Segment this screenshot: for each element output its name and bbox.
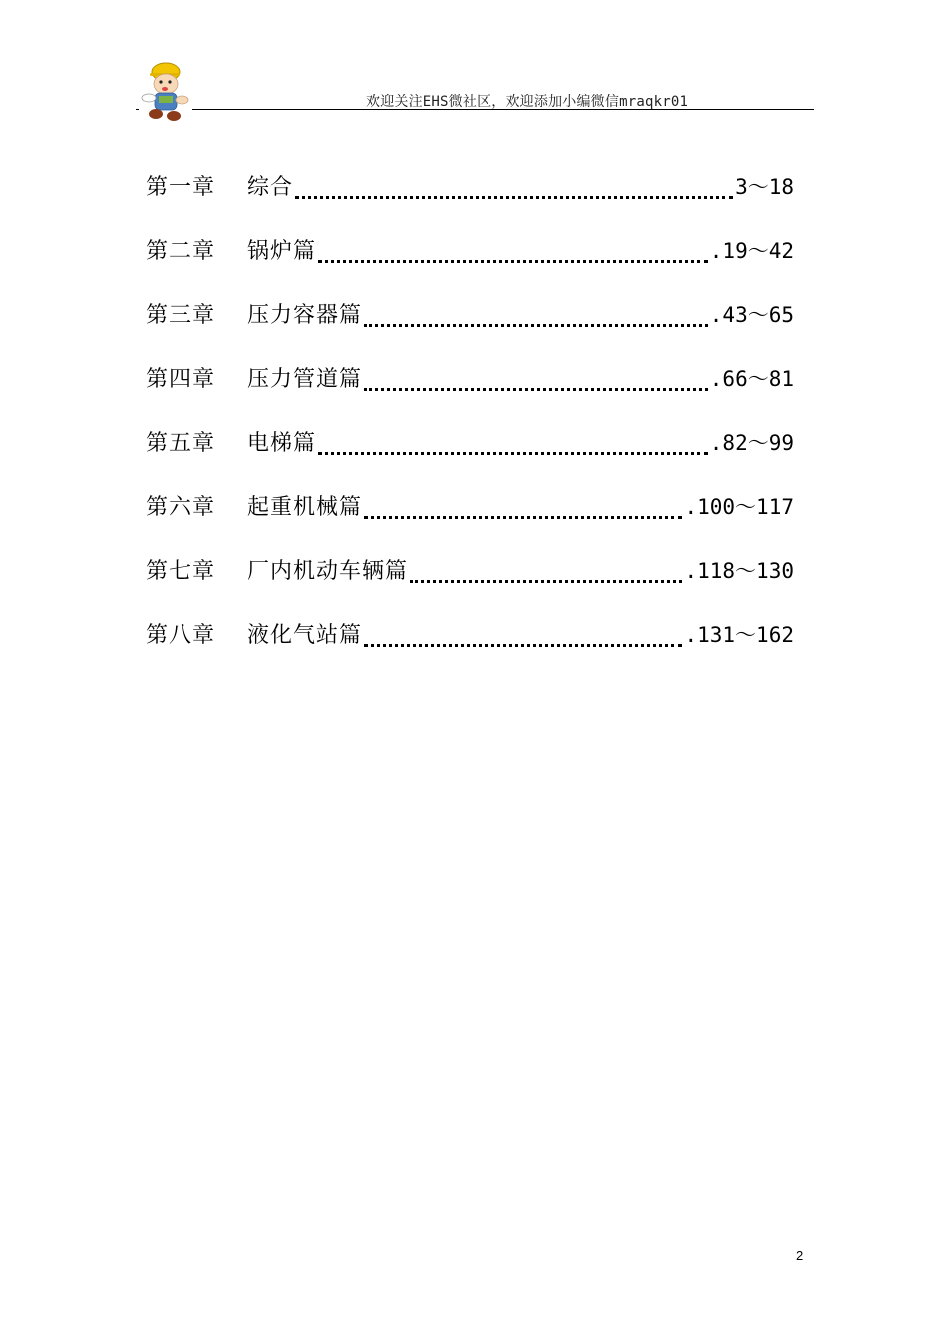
toc-row[interactable]: [146, 554, 794, 618]
page-header: [136, 60, 814, 114]
toc-pages: .19～42: [709, 239, 794, 263]
toc-pages: .118～130: [684, 559, 794, 583]
header-rule-left: [136, 109, 139, 110]
toc-pages: .43～65: [709, 303, 794, 327]
toc-title: 液化气站篇: [247, 623, 363, 648]
toc-title: 压力管道篇: [247, 367, 363, 392]
toc-leader-dots: [410, 580, 682, 583]
toc-leader-dots: [318, 260, 708, 263]
toc-chapter: 第四章: [146, 367, 216, 392]
toc-row[interactable]: [146, 234, 794, 298]
toc-chapter: 第三章: [146, 303, 216, 328]
header-rule: [192, 109, 814, 110]
toc-leader-dots: [364, 644, 682, 647]
toc-leader-dots: [318, 452, 708, 455]
toc-leader-dots: [295, 196, 733, 199]
toc-chapter: 第八章: [146, 623, 216, 648]
toc-leader-dots: [364, 324, 708, 327]
toc-row[interactable]: [146, 298, 794, 362]
toc-title: 厂内机动车辆篇: [247, 559, 409, 584]
table-of-contents: [146, 170, 794, 682]
header-text: 欢迎关注EHS微社区，欢迎添加小编微信mraqkr01: [366, 94, 689, 110]
page-number: 2: [796, 1248, 804, 1263]
toc-chapter: 第一章: [146, 175, 216, 200]
toc-pages: .100～117: [684, 495, 794, 519]
toc-row[interactable]: [146, 490, 794, 554]
toc-chapter: 第六章: [146, 495, 216, 520]
toc-title: 综合: [247, 175, 294, 200]
toc-pages: .66～81: [709, 367, 794, 391]
toc-row[interactable]: [146, 426, 794, 490]
toc-chapter: 第七章: [146, 559, 216, 584]
toc-title: 起重机械篇: [247, 495, 363, 520]
toc-pages: 3～18: [735, 175, 794, 199]
toc-leader-dots: [364, 388, 708, 391]
toc-title: 电梯篇: [247, 431, 317, 456]
worker-mascot-icon: [136, 60, 190, 124]
toc-chapter: 第五章: [146, 431, 216, 456]
toc-leader-dots: [364, 516, 682, 519]
toc-pages: .82～99: [709, 431, 794, 455]
toc-title: 压力容器篇: [247, 303, 363, 328]
toc-chapter: 第二章: [146, 239, 216, 264]
toc-pages: .131～162: [684, 623, 794, 647]
toc-row[interactable]: [146, 362, 794, 426]
toc-row[interactable]: [146, 170, 794, 234]
toc-row[interactable]: [146, 618, 794, 682]
toc-title: 锅炉篇: [247, 239, 317, 264]
